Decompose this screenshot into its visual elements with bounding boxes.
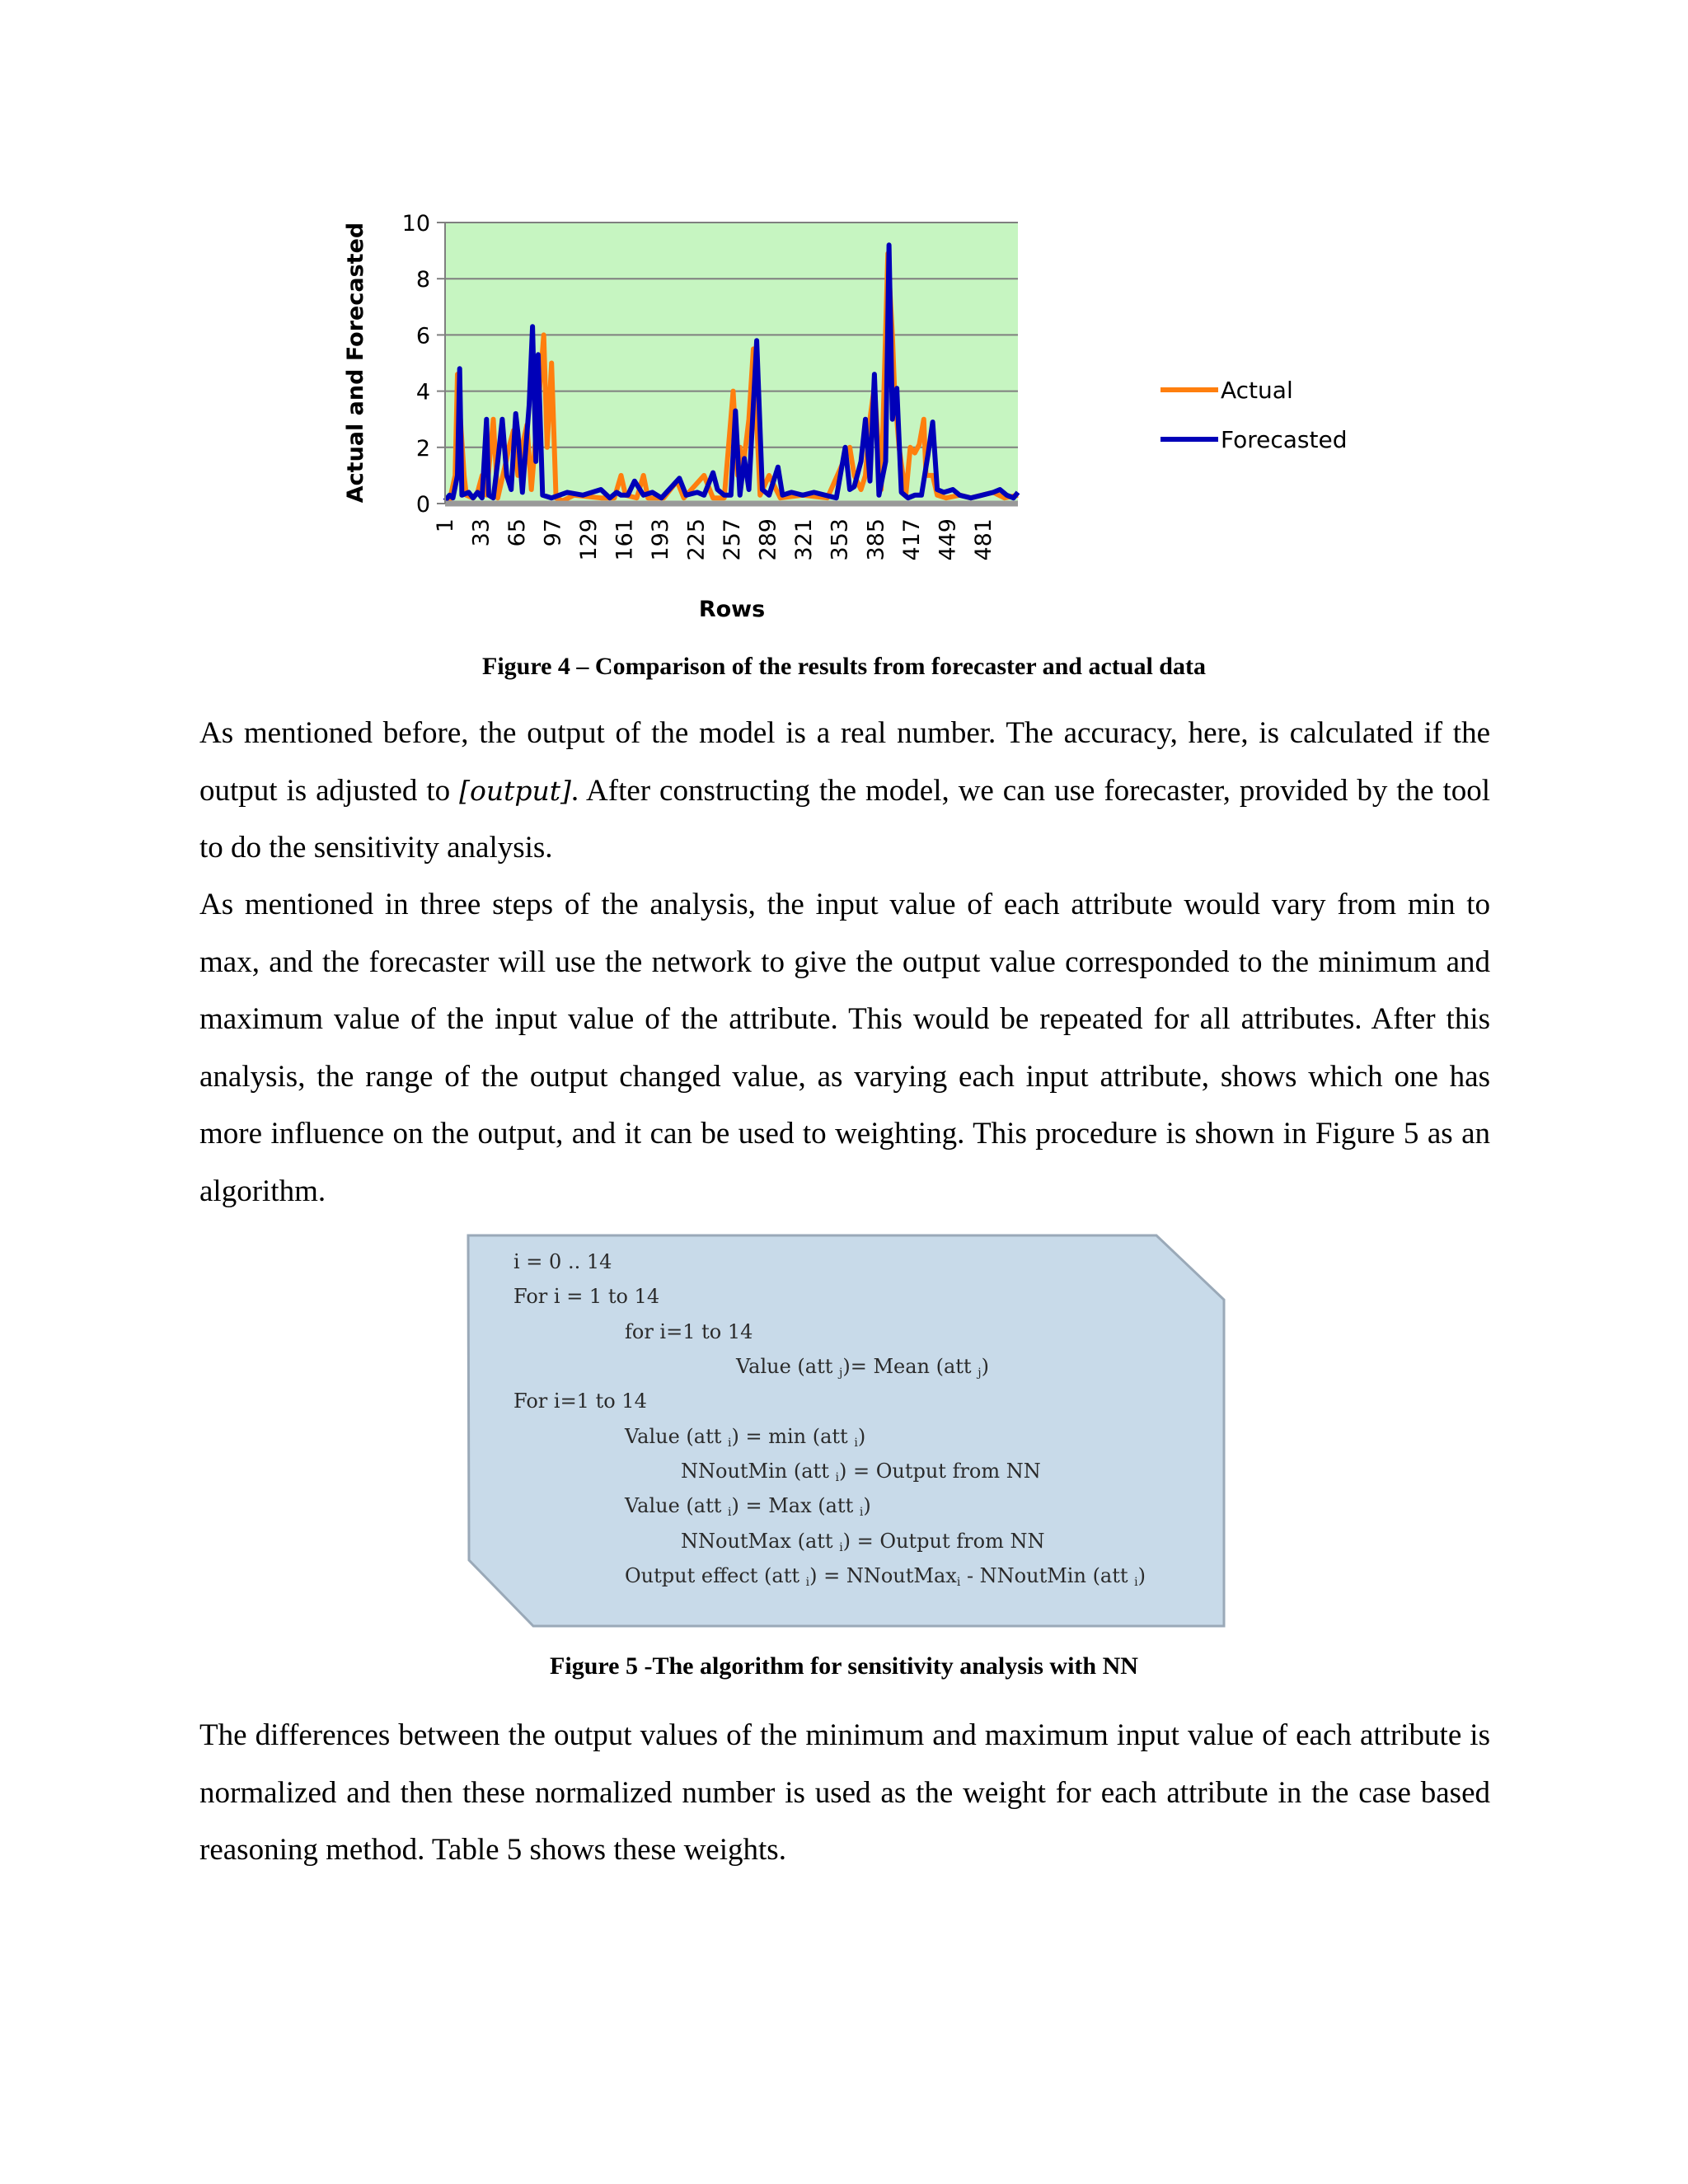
x-tick-label-417: 417 [898, 518, 925, 561]
x-tick-label-193: 193 [648, 518, 674, 561]
algo-line-7: NNoutMin (att $_i$) = Output from NN [681, 1460, 1041, 1484]
algo-line-3: for i=1 to 14 [625, 1320, 753, 1343]
figure-5-algorithm-box [464, 1232, 1231, 1629]
x-tick-label-33: 33 [468, 518, 495, 547]
chart-svg [0, 0, 1688, 659]
legend-label-forecasted: Forecasted [1221, 426, 1348, 453]
paragraph-1-line-1: As mentioned before, the output of the model is a real number. The accuracy, here, is calculated [199, 716, 1414, 750]
algo-line-8: Value (att $_i$) = Max (att $_i$) [625, 1494, 871, 1519]
x-tick-label-161: 161 [612, 518, 638, 561]
paragraph-1 [199, 705, 1490, 877]
algo-line-10: Output effect (att $_i$) = NNoutMax$_i$ - NNoutMin (att $_i$) [625, 1564, 1146, 1589]
figure-4-caption: Figure 4 – Comparison of the results from forecaster and actual data [482, 653, 1206, 680]
y-tick-label-8: 8 [415, 267, 430, 293]
y-tick-label-2: 2 [415, 435, 430, 462]
figure-4-chart [0, 0, 1688, 659]
y-tick-label-6: 6 [415, 323, 430, 349]
y-axis-title: Actual and Forecasted [343, 222, 368, 504]
x-tick-label-97: 97 [540, 518, 566, 547]
x-tick-label-289: 289 [755, 518, 781, 561]
x-tick-label-481: 481 [970, 518, 996, 561]
legend-label-actual: Actual [1221, 377, 1293, 404]
y-tick-label-4: 4 [415, 379, 430, 405]
algo-line-4: Value (att $_j$)= Mean (att $_j$) [736, 1355, 989, 1380]
paragraph-1-line-3: provided by the tool to do the sensitivity analysis. [199, 773, 1490, 865]
y-tick-label-0: 0 [415, 492, 430, 518]
x-tick-label-129: 129 [576, 518, 603, 561]
algo-line-9: NNoutMax (att $_i$) = Output from NN [681, 1530, 1045, 1554]
math-output-bracket: [output] [459, 774, 571, 807]
algo-line-1: i = 0 .. 14 [513, 1250, 612, 1273]
algo-line-2: For i = 1 to 14 [513, 1285, 660, 1308]
figure-5-caption: Figure 5 -The algorithm for sensitivity analysis with NN [550, 1652, 1138, 1680]
x-tick-label-353: 353 [827, 518, 853, 561]
x-tick-label-257: 257 [720, 518, 746, 561]
paragraph-3: The differences between the output values of the minimum and maximum input value of each attribute is normalized and then these normalized number is used as the weight for each attribute in the case based reasoning method. Table 5 shows these weights. [199, 1718, 1490, 1867]
y-tick-labels [402, 211, 445, 518]
x-tick-label-65: 65 [504, 518, 531, 547]
algo-line-6: Value (att $_i$) = min (att $_i$) [625, 1425, 866, 1450]
x-axis-title: Rows [698, 597, 766, 622]
paragraph-2: As mentioned in three steps of the analysis, the input value of each attribute would vary from min to max, and the forecaster will use the network to give the output value corresponded to the minimum and maximum value of the input value of the attribute. This would be repeated for all attributes. After this analysis, the range of the output changed value, as varying each input attribute, shows which one has more influence on the output, and it can be used to weighting. This procedure is shown in Figure 5 as an algorithm. [199, 888, 1490, 1208]
paragraph-1-line-2-end: . After constructing the model, we can use forecaster, [570, 773, 1231, 808]
legend [1160, 377, 1347, 453]
algo-line-5: For i=1 to 14 [513, 1390, 647, 1413]
x-tick-labels [433, 518, 996, 561]
x-tick-label-321: 321 [791, 518, 818, 561]
paragraph-1-line-2-start: if the output is adjusted to [199, 716, 1490, 808]
y-tick-label-10: 10 [401, 211, 430, 237]
x-tick-label-225: 225 [683, 518, 710, 561]
x-tick-label-449: 449 [935, 518, 961, 561]
x-tick-label-1: 1 [433, 518, 458, 533]
x-tick-label-385: 385 [863, 518, 889, 561]
